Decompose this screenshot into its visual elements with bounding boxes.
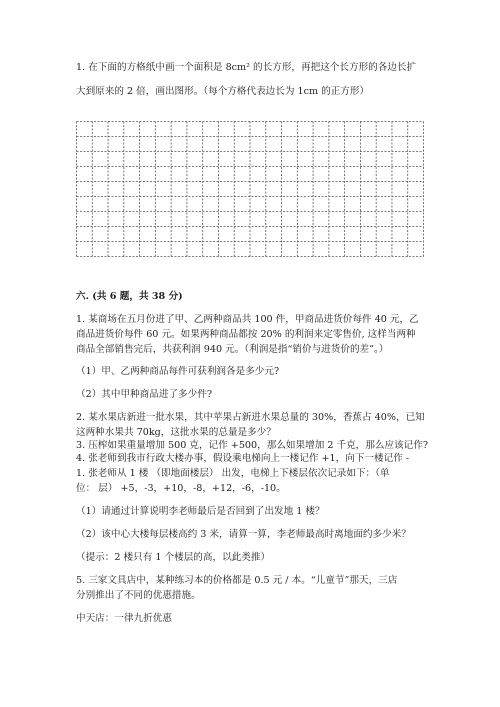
p4-sub1: （1）请通过计算说明李老师最后是否回到了出发地 1 楼？	[76, 506, 325, 517]
q1-line2: 大到原来的 2 倍，画出图形。（每个方格代表边长为 1cm 的正方形）	[76, 86, 370, 97]
p4-line1: 4. 张老师到我市行政大楼办事，假设乘电梯向上一楼记作 +1，向下一楼记作 -	[76, 453, 410, 464]
section-heading: 六. (共 6 题，共 38 分)	[76, 291, 183, 302]
p4-line3: 位： 层） +5，-3，+10，-8，+12，-6，-10。	[76, 483, 286, 494]
p5-line2: 分别推出了不同的优惠措施。	[76, 590, 201, 601]
p4-hint: （提示：2 楼只有 1 个楼层的高，以此类推）	[76, 552, 271, 563]
p3-line1: 3. 压榨如果重量增加 500 克，记作 +500，那么如果增加 2 千克，那么应该记作?	[76, 440, 428, 451]
p4-line2: 1. 张老师从 1 楼 （即地面楼层） 出发，电梯上下楼层依次记录如下：（单	[76, 468, 390, 479]
p1-line2: 商品进货价每件 60 元。如果两种商品都按 20% 的利润来定零售价, 这样当两种	[76, 329, 416, 340]
q1-line1: 1. 在下面的方格纸中画一个面积是 8cm² 的长方形，再把这个长方形的各边长扩	[76, 62, 417, 73]
p1-line1: 1. 某商场在五月份进了甲、乙两种商品共 100 件，甲商品进货价每件 40 元，乙	[76, 314, 419, 325]
p5-store: 中天店：一律九折优惠	[76, 613, 172, 624]
graph-paper-grid	[76, 121, 424, 257]
p1-line3: 商品全部销售完后，共获利润 940 元。（利润是指“销价与进货价的差”。）	[76, 344, 389, 355]
p1-sub1: （1）甲、乙两种商品每件可获利润各是多少元?	[76, 366, 280, 377]
p2-line1: 2. 某水果店新进一批水果，其中苹果占新进水果总量的 30%，香蕉占 40%，已知	[76, 412, 425, 423]
p5-line1: 5. 三家文具店中，某种练习本的价格都是 0.5 元 / 本。“儿童节”那天，三店	[76, 575, 398, 586]
p2-line2: 这两种水果共 70kg，这批水果的总量是多少？	[76, 427, 276, 438]
p1-sub2: （2）其中甲种商品进了多少件?	[76, 389, 212, 400]
p4-sub2: （2）该中心大楼每层楼高约 3 米，请算一算，李老师最高时离地面约多少米？	[76, 529, 411, 540]
grid-lines	[76, 121, 424, 257]
